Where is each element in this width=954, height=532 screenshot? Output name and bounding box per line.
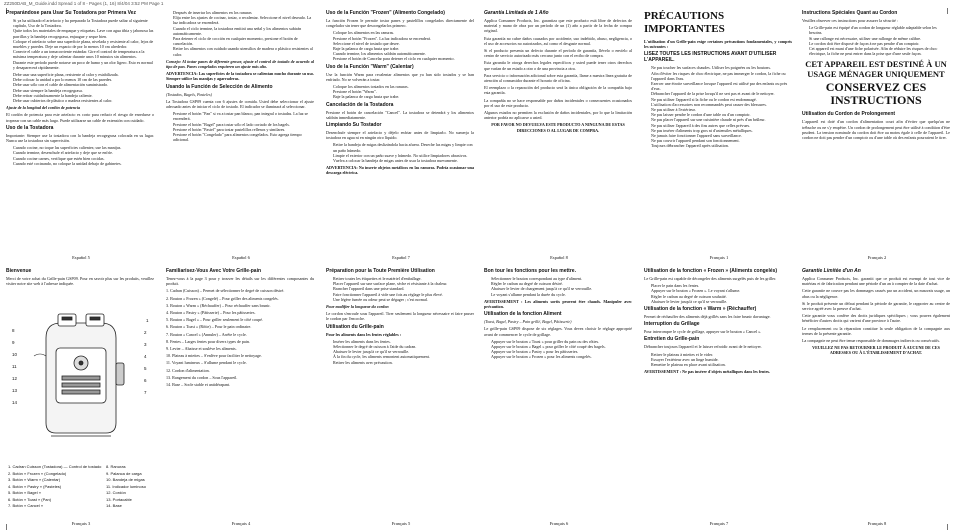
section-title: Usando la Función de Selección de Alimento (166, 83, 273, 90)
list-item: • Retirer le plateau à miettes et le vider. (651, 352, 792, 357)
paragraph: Importante: Siempre use la tostadora con la bandeja recogegrasa colocada en su lugar. Nunca use la tostadora sin supervisión. (6, 132, 154, 144)
list-item: • Le voyant s'allume pendant la durée du cycle. (491, 292, 632, 297)
paragraph: L'appareil est doté d'un cordon d'alimentation court afin d'éviter que quelqu'un ne trébuche ou ne s'y empêtre. Un cordon de prolongement peut être utilisé à condition d'être prudent. La tension nominale du cordon doit être au moins égale à celle de l'appareil. Le cordon ne doit pas pendre d'un comptoir ou d'une table où des enfants pourraient le tirer. (802, 119, 950, 141)
footer-note: POR FAVOR NO DEVUELVA ESTE PRODUCTO A NINGUNA DE ESTAS DIRECCIONES O AL LUGAR DE COMPRA. (491, 122, 625, 133)
page-number: Français 3 (71, 521, 91, 526)
section-title: Interruption du Grillage (644, 321, 700, 328)
callout-label: 6 (144, 378, 147, 383)
page-fr-3 (6, 268, 156, 530)
list-item: • Abaisser le levier jusqu'à ce qu'il se verrouille. (333, 349, 474, 354)
numbered-list (644, 352, 792, 368)
list-item: • Debe usar una superficie plana, resistente al calor y estabilizada. (13, 72, 154, 77)
list-item: • Quite todos los materiales de empaque y etiquetas. Lave con agua tibia y jabonosa las parrillas y la bandeja recogegrasa, enjuague y seque bien. (13, 28, 154, 38)
bullet-list (802, 25, 950, 56)
list-item: • Régler le cadran au degré de cuisson désiré. (491, 281, 632, 286)
bullet-list (166, 111, 314, 142)
list-item: • Ne pas utiliser à l'extérieur. (651, 107, 792, 112)
legend-item: 9. Palanca de carga (106, 470, 142, 476)
paragraph: Esta garantía le otorga derechos legales específicos y usted puede tener otros derechos que varían de un estado a otro o de una provincia a otra. (484, 60, 632, 71)
paragraph: Para servicio o información adicional sobre esta garantía, llame a nuestra línea gratuita de atención al consumidor durante el horario de oficina. (484, 72, 632, 84)
section-title: LISEZ TOUTES LES INSTRUCTIONS AVANT D'UTILISER L'APPAREIL. (644, 51, 777, 64)
callout-label: 1 (146, 318, 149, 323)
numbered-list (326, 339, 474, 365)
page-es-5 (6, 10, 156, 264)
section-title: Utilisation de la fonction « Warm » (Réchauffer) (644, 306, 757, 313)
toaster-illustration (26, 308, 136, 448)
list-item: • Ne jamais faire fonctionner l'appareil sans surveillance. (651, 133, 792, 138)
list-item: • Ne pas utiliser l'appareil à des fins autres que celles prévues. (651, 123, 792, 128)
part-description: 7. Bouton « Cancel » (Annuler) – Arrête le cycle. (166, 331, 247, 337)
page-number: Français 6 (549, 521, 569, 526)
part-description: 10. Plateau à miettes – S'enlève pour faciliter le nettoyage. (166, 353, 262, 359)
callout-label: 7 (144, 390, 147, 395)
paragraph: La función Frozen le permite tostar panes y pastelillos congelados directamente del congelador sin tener que descongelarlos primero. (326, 18, 474, 29)
paragraph: Cette garantie vous confère des droits juridiques spécifiques ; vous pouvez également bénéficier d'autres droits qui varient d'une province à l'autre. (802, 313, 950, 324)
part-description: 5. Bouton « Bagel » – Pour griller seulement le côté coupé. (166, 317, 263, 323)
list-item: • Cuando termine, desenchufe el artefacto y deje que se enfríe. (13, 150, 154, 155)
page-es-7 (326, 10, 476, 264)
part-description: 11. Voyant lumineux – S'allume pendant le cycle. (166, 360, 247, 366)
print-slug: ZZ250DAB_M_Guide.indd Spread 1 of 8 - Pages (1, 16) 8/4/04 3:52 PM Page 1 (4, 1, 164, 6)
list-item: • À la fin du cycle, les aliments remontent automatiquement. (333, 354, 474, 359)
household-use-notice: CET APPAREIL EST DESTINÉ À UN USAGE MÉNAGER UNIQUEMENT (805, 59, 947, 79)
list-item: • Abaisser le levier de chargement jusqu'à ce qu'il se verrouille. (491, 286, 632, 291)
list-item: • Limpie el exterior con un paño suave y húmedo. No utilice limpiadores abrasivos. (333, 153, 474, 158)
page-es-8 (484, 10, 634, 264)
list-item: • Conecte el cable a un tomacorriente estándar. Gire el control de temperatura a la máxima temperatura y deje calentar durante unos 10 minutos sin alimentos. (13, 49, 154, 59)
list-item: • Afin d'éviter les risques de choc électrique, ne pas immerger le cordon, la fiche ou l'appareil dans l'eau. (651, 71, 792, 81)
list-item: • Cet appareil est muni d'une fiche polarisée. Afin de réduire les risques de choc électrique, la fiche ne peut entrer dans la prise que d'une seule façon. (809, 46, 950, 56)
list-item: • Seleccione el nivel de tostado que desee. (333, 41, 474, 46)
bullet-list (6, 145, 154, 166)
part-description: 13. Rangement du cordon – Sous l'appareil. (166, 374, 238, 380)
paragraph: Applica Consumer Products, Inc. garantiza que este producto está libre de defectos de material y mano de obra por un período de un (1) año a partir de la fecha de compra original. (484, 18, 632, 34)
page-fr-6 (484, 268, 634, 530)
part-description: 2. Bouton « Frozen » (Congelé) – Pour griller des aliments congelés. (166, 295, 279, 301)
list-item: • Durante este período puede notarse un poco de humo y un olor ligero. Esto es normal y desaparecerá rápidamente. (13, 60, 154, 70)
list-item: • Debe retirar cuidadosamente la bandeja caliente. (13, 93, 154, 98)
list-item: • Placer l'appareil sur une surface plane, sèche et résistante à la chaleur. (333, 281, 474, 286)
legend-item: 1. Cadran Cuisson (Tostadora) — Control de tostado (8, 464, 102, 469)
paragraph: Le remplacement ou la réparation constitue la seule obligation de la compagnie aux termes de la présente garantie. (802, 325, 950, 336)
legend-item: 14. Base (106, 503, 122, 508)
warning-paragraph: AVERTISSEMENT : Les aliments sortis peuvent être chauds. Manipuler avec précaution. (484, 298, 632, 310)
section-title: Uso de la Función "Frozen" (Alimento Congelado) (326, 10, 445, 16)
list-item: • Presione el botón "Pastel" para tostar pastelillos rellenos y similares. (173, 127, 314, 132)
legend-item: 7. Botón « Cancel » (8, 503, 44, 508)
callout-label: 11 (12, 364, 17, 369)
tip-paragraph: Consejo: Al tostar panes de diferente grosor, ajuste el control de tostado de acuerdo al tipo de pan. Panes congelados requieren un ajuste más alto. (166, 58, 314, 70)
warning-paragraph: ADVERTENCIA: No inserte objetos metálicos en las ranuras. Podría ocasionar una descarga eléctrica. (326, 165, 474, 176)
list-item: • L'utilisation d'accessoires non recommandés peut causer des blessures. (651, 102, 792, 107)
paragraph: Desenchufe siempre el artefacto y déjelo enfriar antes de limpiarlo. No sumerja la tostadora en agua ni en ningún otro líquido. (326, 130, 474, 141)
list-item: • Si ya ha utilizado el artefacto y ha preparado la Tostadora puede saltar al siguiente capítulo, Uso de la Tostadora. (13, 18, 154, 28)
callout-label: 5 (144, 366, 147, 371)
list-item: • Abaisser le levier jusqu'à ce qu'il se verrouille. (651, 299, 792, 304)
parts-legend (106, 464, 154, 510)
numbered-list (166, 10, 314, 57)
paragraph: Pour interrompre le cycle de grillage, appuyer sur le bouton « Cancel ». (644, 329, 762, 335)
part-description: 1. Cadran (Cuisson) – Permet de sélectionner le degré de cuisson désiré. (166, 288, 285, 294)
numbered-list (326, 84, 474, 100)
callout-label: 12 (12, 376, 18, 381)
paragraph: Permet de réchauffer des aliments déjà grillés sans les faire brunir davantage. (644, 314, 771, 320)
list-item: • Retire la bandeja de migas deslizándola hacia afuera. Deseche las migas y limpie con un paño húmedo. (333, 142, 474, 152)
list-item: • Exercer une étroite surveillance lorsque l'appareil est utilisé par des enfants ou près d'eux. (651, 81, 792, 91)
callout-label: 3 (144, 342, 147, 347)
page-number: Français 2 (867, 255, 887, 260)
bullet-list (6, 72, 154, 103)
list-item: • Baje la palanca de carga hasta que trabe. (333, 94, 474, 99)
list-item: • Si une rallonge est nécessaire, utiliser une rallonge de même calibre. (809, 36, 950, 41)
section-title: Garantie Limitée d'un An (802, 268, 861, 274)
list-item: • Cuando esté cocinando, no coloque la unidad debajo de gabinetes. (13, 161, 154, 166)
legend-item: 3. Botón « Warm » (Calentar) (8, 477, 61, 482)
list-item: • Placer le pain dans les fentes. (651, 283, 792, 288)
page-number: Français 5 (391, 521, 411, 526)
warning-paragraph: AVERTISSEMENT : Ne pas insérer d'objets métalliques dans les fentes. (644, 369, 771, 375)
paragraph: Veuillez observer ces instructions pour assurer la sécurité : (802, 18, 898, 23)
page-number: Español 6 (232, 255, 250, 260)
legend-item: 8. Ranuras (106, 464, 126, 469)
page-number: Español 5 (72, 255, 90, 260)
paragraph: Le grille-pain GSP09 dispose de six réglages. Vous devez choisir le réglage approprié avant de commencer le cycle de grillage. (484, 326, 632, 337)
bullet-list (484, 339, 632, 360)
section-title: Bon tour les fonctions pour les mettre. (484, 268, 576, 274)
part-description: 8. Fentes – Larges fentes pour divers types de pain. (166, 338, 250, 344)
list-item: • Coloque los alimentos tostados en las ranuras. (333, 84, 474, 89)
page-number: Español 7 (392, 255, 410, 260)
section-title: Cancelación de la Tostadora (326, 101, 394, 108)
numbered-list (6, 18, 154, 70)
list-item: • Retire los alimentos con cuidado usando utensilios de madera o plástico resistentes al calor. (173, 46, 314, 56)
paragraph: Si le produit présente un défaut pendant la période de garantie, le rapporter au centre de service agréé avec la preuve d'achat. (802, 300, 950, 312)
list-item: • Faire fonctionner l'appareil à vide une fois au réglage le plus élevé. (333, 292, 474, 297)
list-item: • Ne pas utiliser l'appareil si la fiche ou le cordon est endommagé. (651, 97, 792, 102)
part-description: 6. Bouton « Toast » (Rôtie) – Pour le pain ordinaire. (166, 324, 252, 330)
list-item: • Appuyer sur le bouton « Toast » pour griller du pain ou des rôties. (491, 339, 632, 344)
paragraph: Le cordon s'enroule sous l'appareil. Tirer seulement la longueur nécessaire et faire passer le cordon par l'encoche. (326, 311, 474, 322)
list-item: • Coloque los alimentos en las ranuras. (333, 30, 474, 35)
list-item: • Le Grille-pain est équipé d'un cordon de longueur réglable adaptable selon les besoins. (809, 25, 950, 35)
page-number: Español 8 (550, 255, 568, 260)
paragraph: La compagnie ne peut être tenue responsable de dommages indirects ou consécutifs. (802, 338, 941, 344)
section-title: Preparándose para Usar Su Tostadora por Primera Vez (6, 10, 136, 16)
section-title: Garantía Limitada de 1 Año (484, 10, 549, 16)
list-item: • Presione el botón "Bagel" para tostar sólo el lado cortado de los bagels. (173, 122, 314, 127)
list-item: • Debe colocar la unidad a por lo menos 10 cm de las paredes. (13, 77, 154, 82)
section-title: Utilisation du Cordon de Prolongement (802, 111, 896, 118)
paragraph: Tenez-vous à la page 3 pour y trouver les détails sur les différentes composantes du produit. (166, 276, 314, 287)
callout-label: 10 (12, 352, 18, 357)
list-item: • Cuando el ciclo termine, la tostadora emitirá una señal y los alimentos subirán automáticamente. (173, 26, 314, 36)
paragraph: Applica Consumer Products, Inc. garantit que ce produit est exempt de tout vice de matériau et de fabrication pendant une période d'un an à compter de la date d'achat. (802, 276, 950, 287)
list-item: • Retirer toutes les étiquettes et le matériel d'emballage. (333, 276, 474, 281)
list-item: • Presione el botón "Warm". (333, 89, 474, 94)
legend-item: 5. Botón « Bagel » (8, 490, 41, 495)
list-item: • Debe usar sólo con el cable de alimentación suministrado. (13, 82, 154, 87)
list-item: • Régler le cadran au degré de cuisson souhaité. (651, 294, 792, 299)
list-item: • Toujours débrancher l'appareil après utilisation. (651, 143, 792, 148)
list-item: • Appuyer sur le bouton « Frozen ». Le voyant s'allume. (651, 288, 792, 293)
subsection-title: Ajuste de la longitud del cordón de potencia (6, 105, 81, 111)
intro-paragraph: L'utilisation d'un Grille-pain exige certaines précautions fondamentales, y compris les suivantes : (644, 39, 792, 50)
list-item: • Ne pas couvrir l'appareil pendant son fonctionnement. (651, 138, 792, 143)
paragraph: Si el producto presenta un defecto durante el período de garantía, llévelo o envíelo al centro de servicio autorizado más cercano junto con el recibo de compra. (484, 48, 632, 59)
list-item: • Presione el botón "Pan" si va a tostar pan blanco, pan integral o tostadas. La luz se encenderá. (173, 111, 314, 121)
list-item: • Debe usar siempre la bandeja recogegrasa. (13, 88, 154, 93)
numbered-list (644, 283, 792, 304)
paragraph: Pour les aliments dans les fentes réglables : (326, 331, 402, 337)
legend-item: 2. Botón « Frozen » (Congelado) (8, 470, 67, 476)
list-item: • Presione el botón de Cancelar para detener el ciclo en cualquier momento. (333, 56, 474, 61)
part-description: 14. Base – Socle stable et antidérapant. (166, 382, 231, 388)
list-item: • Baje la palanca de carga hasta que trabe. (333, 46, 474, 51)
legend-item: 6. Botón « Toast » (Pan) (8, 496, 52, 502)
section-subtitle: (Tostados, Bagels, Pasteles) (166, 91, 213, 97)
list-item: • Le cordon doit être disposé de façon à ne pas pendre d'un comptoir. (809, 41, 950, 46)
page-number: Français 1 (709, 255, 729, 260)
section-title: Bienvenue (6, 268, 32, 274)
paragraph: Le Grille-pain est capable de décongeler des aliments surgelés puis de les griller. (644, 276, 777, 281)
callout-label: 13 (12, 388, 18, 393)
section-title: Utilisation de la fonction Aliment (484, 311, 562, 318)
list-item: • Coloque el artefacto sobre una superficie plana, nivelada y resistente al calor, lejos de muebles y paredes. Deje un espacio de por lo menos 10 cm alrededor. (13, 39, 154, 49)
list-item: • Sélectionner le degré de cuisson à l'aide du cadran. (333, 344, 474, 349)
list-item: • Essuyer l'extérieur avec un linge humide. (651, 357, 792, 362)
page-number: Français 8 (867, 521, 887, 526)
list-item: • Debe usar cubiertos de plástico o madera resistentes al calor. (13, 98, 154, 103)
paragraph: Merci de votre achat du Grille-pain GSP09. Pour en savoir plus sur les produits, veuillez visiter notre site web à l'adresse indiquée. (6, 276, 154, 287)
paragraph: El reemplazo o la reparación del producto será la única obligación de la compañía bajo esta garantía. (484, 85, 632, 96)
parts-legend (8, 464, 102, 510)
section-title: Préparation pour la Toute Première Utilisation (326, 268, 435, 274)
legend-item: 11. Indicador luminoso (106, 483, 146, 489)
numbered-list (326, 30, 474, 61)
callout-label: 2 (144, 330, 147, 335)
legend-item: 13. Portacable (106, 496, 132, 502)
paragraph: Cette garantie ne couvre pas les dommages causés par un accident, un mauvais usage, un abus ou la négligence. (802, 288, 950, 299)
paragraph: Algunos estados no permiten la exclusión de daños incidentales, por lo que la limitación anterior podría no aplicarse a usted. (484, 110, 632, 121)
page-title: PRÉCAUTIONS IMPORTANTES (644, 10, 725, 35)
bullet-list (644, 65, 792, 148)
section-title: Familiarisez-Vous Avec Votre Grille-pain (166, 268, 262, 274)
callout-label: 9 (12, 340, 15, 345)
page-fr-8 (802, 268, 952, 530)
section-title: Uso de la Función "Warm" (Calentar) (326, 63, 414, 70)
list-item: • Retirer les aliments avec précaution. (333, 360, 474, 365)
list-item: • Después de insertar los alimentos en los ranuras (173, 10, 314, 15)
list-item: • Cuando cocine, no toque las superficies calientes; use las manijas. (13, 145, 154, 150)
save-instructions-banner: CONSERVEZ CES INSTRUCTIONS (825, 80, 927, 108)
list-item: • Cuando cocine carnes, verifique que estén bien cocidas. (13, 156, 154, 161)
list-item: • Remettre le plateau en place avant utilisation. (651, 362, 792, 367)
legend-item: 12. Cordón (106, 490, 126, 495)
section-title: Utilisation de la fonction « Frozen » (Aliments congelés) (644, 268, 778, 274)
page-es-6 (166, 10, 316, 264)
list-item: • Une légère fumée ou odeur peut se dégager ; c'est normal. (333, 297, 474, 302)
page-fr-4 (166, 268, 316, 530)
paragraph: Presione el botón de cancelación "Cancel". La tostadora se detendrá y los alimentos saldrán inmediatamente. (326, 109, 474, 120)
paragraph: Débrancher toujours l'appareil et le laisser refroidir avant de le nettoyer. (644, 344, 762, 350)
section-title: Uso de la Tostadora (6, 124, 54, 131)
page-number: Français 4 (231, 521, 251, 526)
section-title: Entretien du Grille-pain (644, 336, 700, 343)
section-title: Utilisation du Grille-pain (326, 323, 384, 330)
callout-label: 4 (144, 354, 147, 359)
list-item: • Ne pas placer l'appareil sur une cuisinière chaude ni près d'un brûleur. (651, 117, 792, 122)
legend-item: 4. Botón « Pastry » (Pasteles) (8, 483, 62, 489)
legend-item: 10. Bandeja de migas (106, 477, 145, 482)
list-item: • Ne pas toucher les surfaces chaudes. Utiliser les poignées ou les boutons. (651, 65, 792, 70)
list-item: • Appuyer sur le bouton « Pastry » pour les pâtisseries. (491, 349, 632, 354)
list-item: • Para detener el ciclo de cocción en cualquier momento, presione el botón de cancelación. (173, 36, 314, 46)
part-description: 4. Bouton « Pastry » (Pâtisserie) – Pour les pâtisseries. (166, 310, 256, 316)
numbered-list (326, 142, 474, 163)
warning-paragraph: ADVERTENCIA: Las superficies de la tostadora se calientan mucho durante su uso. Siempre utilice las manijas y agarraderas. (166, 71, 314, 82)
page-fr-2 (802, 10, 952, 264)
section-title: Instructions Spéciales Quant au Cordon (802, 10, 898, 16)
part-description: 3. Bouton « Warm » (Réchauffer) – Pour réchauffer sans brunir. (166, 302, 271, 308)
numbered-list (326, 276, 474, 302)
list-item: • Ne pas insérer d'aliments trop gros ni d'ustensiles métalliques. (651, 128, 792, 133)
callout-label: 14 (12, 400, 18, 405)
paragraph: La Tostadora GSP09 cuenta con 6 ajustes de comida. Usted debe seleccionar el ajuste adecuado antes de iniciar el ciclo de tostado. El indicador se iluminará al seleccionar. (166, 98, 314, 110)
list-item: • Cuando termine, los alimentos saldrán automáticamente. (333, 51, 474, 56)
numbered-list (484, 276, 632, 297)
subsection-title: Pour modifier la longueur du cordon (326, 304, 389, 310)
page-fr-1 (644, 10, 794, 264)
section-title: Limpiando Su Tostador (326, 122, 382, 129)
paragraph: Esta garantía no cubre daños causados por accidente, uso indebido, abuso, negligencia, o el uso de accesorios no autorizados, así como el desgaste normal. (484, 35, 632, 46)
list-item: • Débrancher l'appareil de la prise lorsqu'il ne sert pas et avant de le nettoyer. (651, 91, 792, 96)
page-fr-7 (644, 268, 794, 530)
list-item: • Brancher l'appareil dans une prise standard. (333, 286, 474, 291)
list-item: • Sélectionner le bouton correspondant au type d'aliment. (491, 276, 632, 281)
paragraph: La compañía no se hace responsable por daños incidentales o consecuentes ocasionados por el uso de este producto. (484, 97, 632, 108)
list-item: • Vuelva a colocar la bandeja de migas antes de usar la tostadora nuevamente. (333, 158, 474, 163)
list-item: • Ne pas laisser pendre le cordon d'une table ou d'un comptoir. (651, 112, 792, 117)
paragraph: Use la función Warm para recalentar alimentos que ya han sido tostados y se han enfriado. No se volverán a tostar. (326, 71, 474, 82)
part-description: 9. Levier – Abaisse et soulève les aliments. (166, 346, 237, 352)
list-item: • Insérer les aliments dans les fentes. (333, 339, 474, 344)
page-fr-5 (326, 268, 476, 530)
list-item: • Appuyer sur le bouton « Bagel » pour griller le côté coupé des bagels. (491, 344, 632, 349)
list-item: • Appuyer sur le bouton « Frozen » pour les aliments congelés. (491, 354, 632, 359)
page-number: Français 7 (709, 521, 729, 526)
footer-note: VEUILLEZ NE PAS RETOURNER LE PRODUIT À AUCUNE DE CES ADRESSES OU À L'ÉTABLISSEMENT D'ACHAT. (812, 345, 940, 356)
toaster-illustration-drawing (34, 314, 124, 436)
part-description: 12. Cordon d'alimentation. (166, 367, 210, 373)
list-item: • Elija entre los ajustes de cocinar, tostar, o recalentar. Seleccione el nivel deseado. La luz indicadora se encenderá. (173, 15, 314, 25)
callout-label: 8 (12, 328, 15, 333)
list-item: • Presione el botón "Congelado" para alimentos congelados. Esto agrega tiempo adicional. (173, 132, 314, 142)
paragraph: El cordón de potencia para este artefacto es corto para reducir el riesgo de enredarse o tropezar con un cable más largo. Puede utilizarse un cable de extensión con cuidado. (6, 112, 154, 123)
section-subtitle: (Toast, Bagel, Pastry – Pain grillé, Bagel, Pâtisserie) (484, 319, 572, 325)
list-item: • Presione el botón "Frozen". La luz indicadora se encenderá. (333, 36, 474, 41)
